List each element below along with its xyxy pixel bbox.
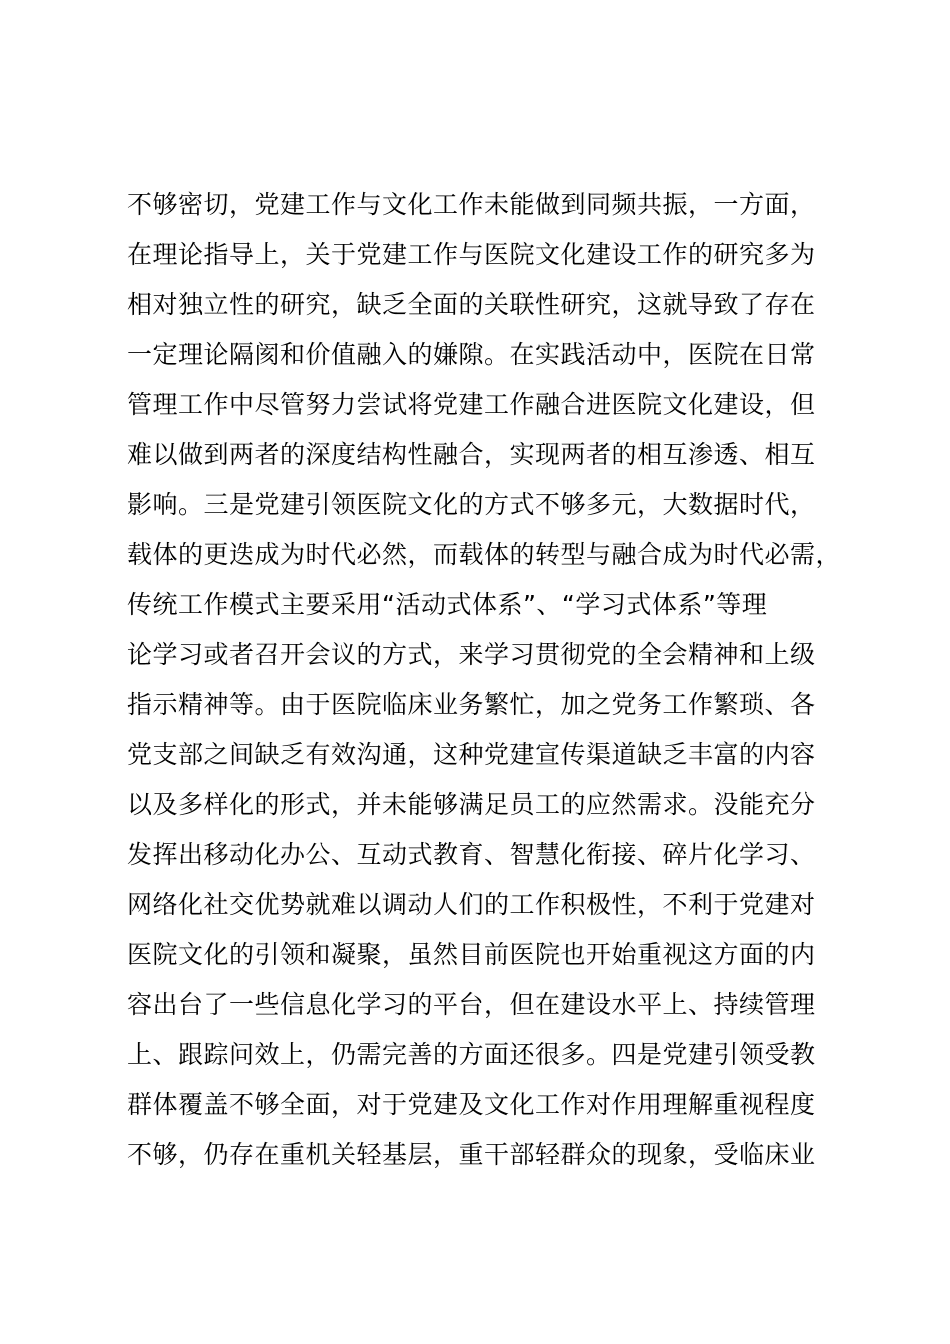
text-line-4: 一定理论隔阂和价值融入的嫌隙。在实践活动中，医院在日常 — [127, 340, 816, 369]
text-line-3: 相对独立性的研究，缺乏全面的关联性研究，这就导致了存在 — [127, 290, 816, 319]
text-line-15: 网络化社交优势就难以调动人们的工作积极性，不利于党建对 — [127, 890, 816, 919]
text-line-16: 医院文化的引领和凝聚，虽然目前医院也开始重视这方面的内 — [127, 940, 816, 969]
text-line-12: 党支部之间缺乏有效沟通，这种党建宣传渠道缺乏丰富的内容 — [127, 740, 816, 769]
text-line-5: 管理工作中尽管努力尝试将党建工作融合进医院文化建设，但 — [127, 390, 816, 419]
body-paragraph — [127, 180, 887, 1180]
text-line-13: 以及多样化的形式，并未能够满足员工的应然需求。没能充分 — [127, 790, 816, 819]
text-line-11: 指示精神等。由于医院临床业务繁忙，加之党务工作繁琐、各 — [127, 690, 816, 719]
text-line-20: 不够，仍存在重机关轻基层，重干部轻群众的现象，受临床业 — [127, 1140, 816, 1169]
text-line-9: 传统工作模式主要采用“活动式体系”、“学习式体系”等理 — [127, 590, 768, 619]
text-line-10: 论学习或者召开会议的方式，来学习贯彻党的全会精神和上级 — [127, 640, 816, 669]
text-line-14: 发挥出移动化办公、互动式教育、智慧化衔接、碎片化学习、 — [127, 840, 816, 869]
text-line-8: 载体的更迭成为时代必然，而载体的转型与融合成为时代必需， — [127, 540, 842, 569]
text-line-7: 影响。三是党建引领医院文化的方式不够多元，大数据时代， — [127, 490, 816, 519]
text-line-19: 群体覆盖不够全面，对于党建及文化工作对作用理解重视程度 — [127, 1090, 816, 1119]
text-line-1: 不够密切，党建工作与文化工作未能做到同频共振，一方面， — [127, 190, 816, 219]
text-line-2: 在理论指导上，关于党建工作与医院文化建设工作的研究多为 — [127, 240, 816, 269]
text-line-6: 难以做到两者的深度结构性融合，实现两者的相互渗透、相互 — [127, 440, 816, 469]
text-line-18: 上、跟踪问效上，仍需完善的方面还很多。四是党建引领受教 — [127, 1040, 816, 1069]
text-line-17: 容出台了一些信息化学习的平台，但在建设水平上、持续管理 — [127, 990, 816, 1019]
